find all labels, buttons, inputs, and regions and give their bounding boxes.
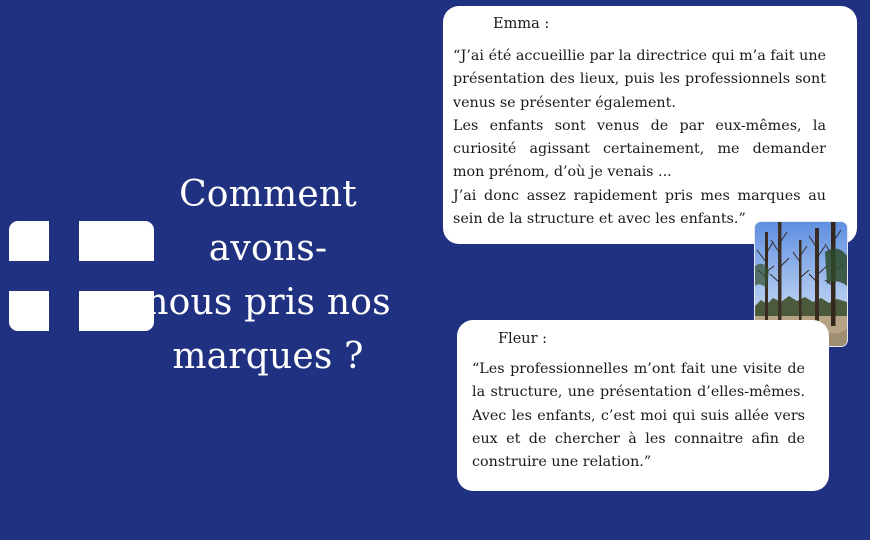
page-title <box>118 168 418 384</box>
emma-quote-paragraph: J’ai donc assez rapidement pris mes marques au sein de la structure et avec les enfants.” <box>453 187 826 228</box>
title-line-3: marques ? <box>172 336 364 377</box>
fleur-quote-paragraph: “Les professionnelles m’ont fait une visite de la structure, une présentation d’elles-mêmes. Avec les enfants, c’est moi qui suis allée vers eux et de chercher à les connaitre afin de construire une relation.” <box>472 361 805 471</box>
fleur-quote-bubble <box>457 320 829 491</box>
emma-quote-paragraph: “J’ai été accueillie par la directrice qui m’a fait une présentation des lieux, puis les professionnels sont venus se présenter également. <box>453 48 826 111</box>
title-line-1: Comment avons- <box>179 174 357 269</box>
emma-quote-bubble <box>443 6 857 244</box>
emma-speaker-label: Emma : <box>493 16 550 32</box>
fleur-quote-text <box>472 358 805 474</box>
fleur-speaker-label: Fleur : <box>498 331 548 347</box>
emma-quote-paragraph: Les enfants sont venus de par eux-mêmes, la curiosité agissant certainement, me demander mon prénom, d’où je venais ... <box>453 117 826 181</box>
emma-quote-text <box>453 45 826 231</box>
title-line-2: nous pris nos <box>145 282 391 323</box>
